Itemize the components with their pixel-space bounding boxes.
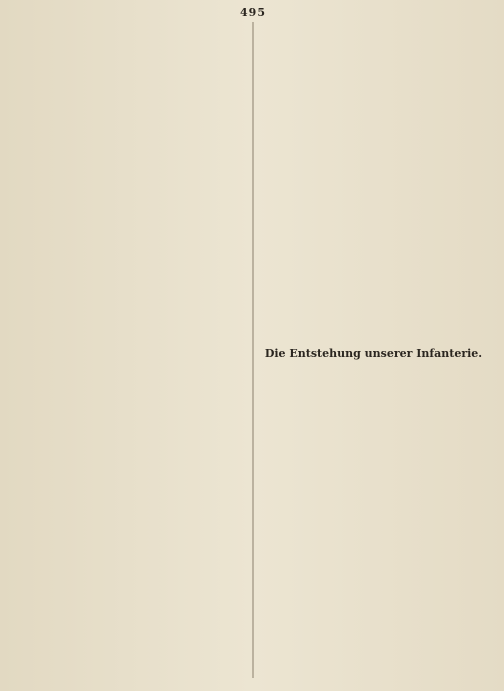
left-column [18, 20, 247, 680]
two-column-layout [18, 20, 488, 680]
right-column-lower-text [259, 365, 488, 680]
right-column [259, 20, 488, 680]
article-heading: Die Entstehung unserer Infanterie. [264, 347, 483, 361]
right-column-upper-text [259, 20, 488, 343]
left-column-text [18, 20, 247, 680]
page-number: 495 [240, 6, 266, 19]
